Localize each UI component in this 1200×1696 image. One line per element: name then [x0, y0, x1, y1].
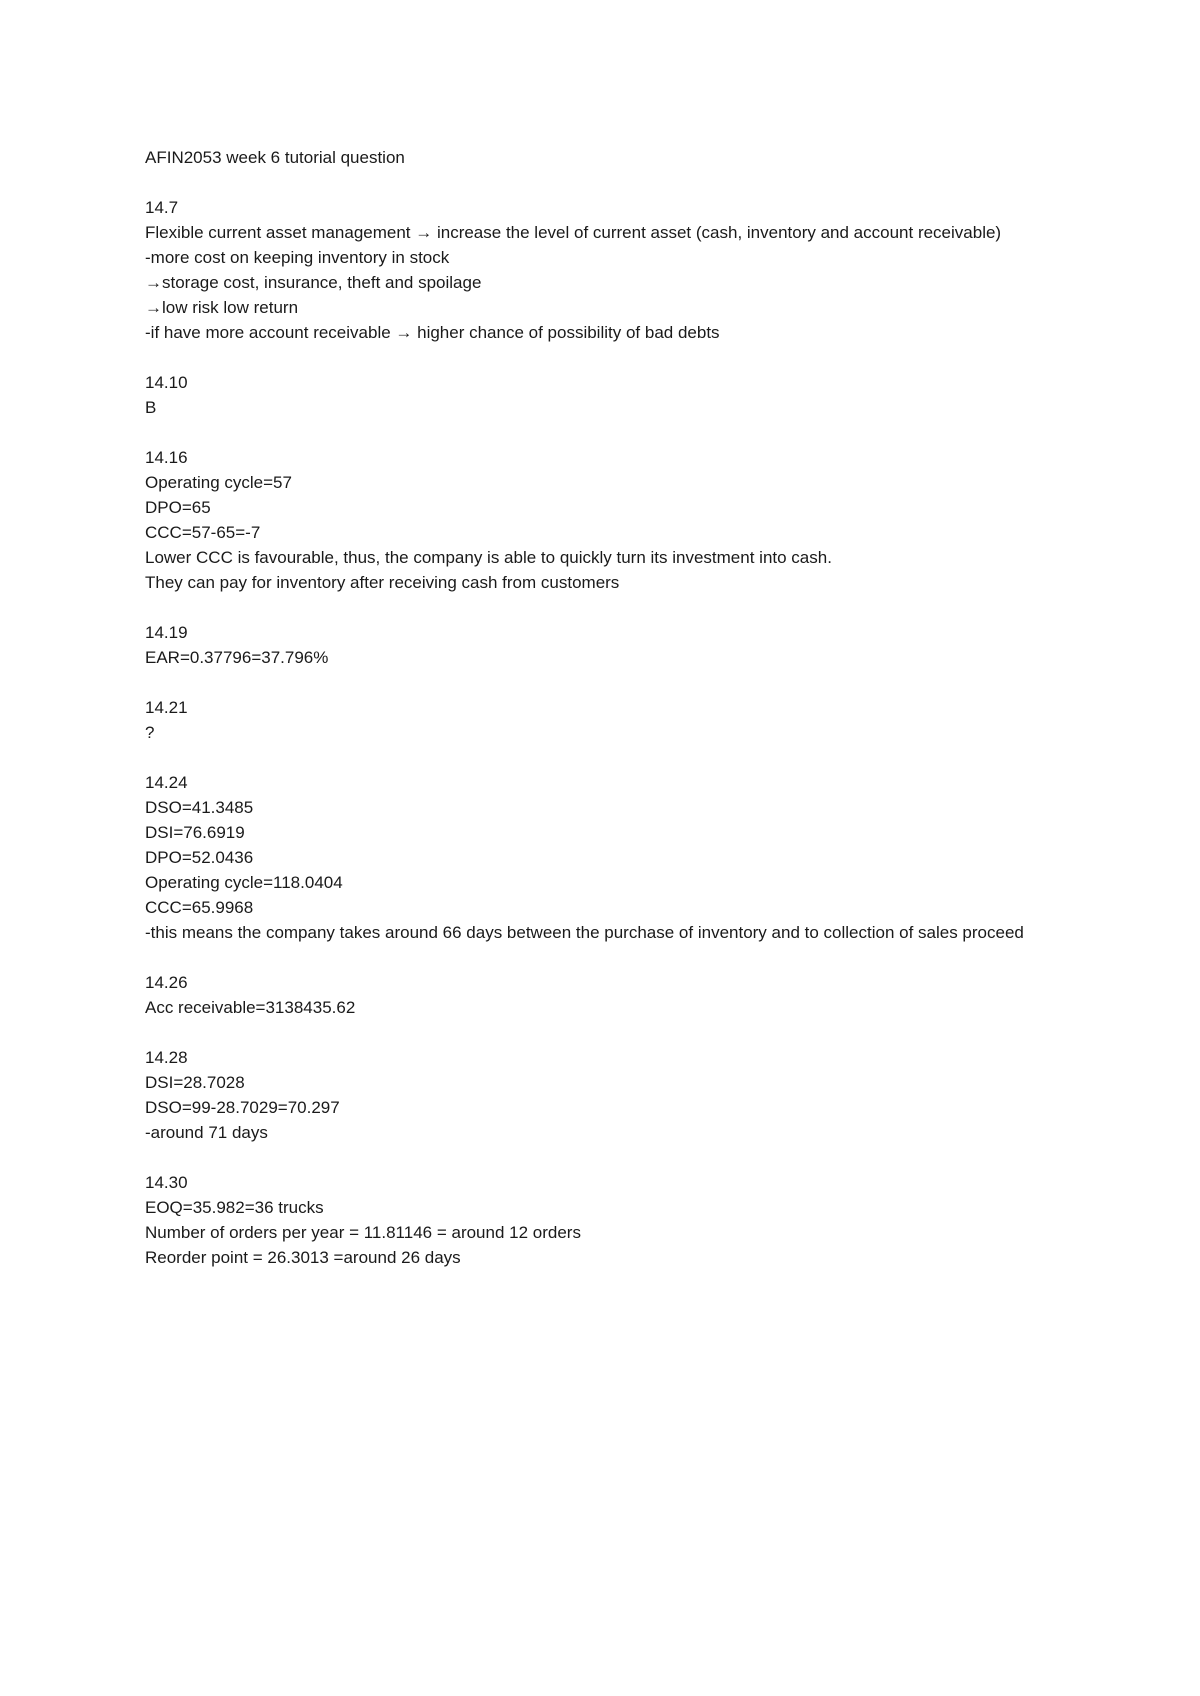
- section-number: 14.16: [145, 448, 188, 467]
- section-14-21: [145, 695, 1057, 745]
- answer-line: EAR=0.37796=37.796%: [145, 648, 329, 667]
- answer-line: DPO=52.0436: [145, 848, 254, 867]
- answer-line: Operating cycle=57: [145, 473, 292, 492]
- section-number: 14.7: [145, 198, 179, 217]
- section-number: 14.10: [145, 373, 188, 392]
- answer-line: DSO=41.3485: [145, 798, 254, 817]
- section-14-7: [145, 195, 1057, 345]
- answer-line: →low risk low return: [145, 298, 299, 317]
- answer-line: B: [145, 398, 157, 417]
- section-14-26: [145, 970, 1057, 1020]
- answer-line: CCC=57-65=-7: [145, 523, 261, 542]
- section-number: 14.30: [145, 1173, 188, 1192]
- answer-line: Number of orders per year = 11.81146 = around 12 orders: [145, 1223, 581, 1242]
- section-14-16: [145, 445, 1057, 595]
- section-number: 14.28: [145, 1048, 188, 1067]
- document-page: [145, 145, 1057, 1270]
- answer-line: DSI=28.7028: [145, 1073, 245, 1092]
- answer-line: -around 71 days: [145, 1123, 268, 1142]
- section-number: 14.21: [145, 698, 188, 717]
- answer-line: CCC=65.9968: [145, 898, 254, 917]
- section-number: 14.26: [145, 973, 188, 992]
- answer-line: They can pay for inventory after receiving cash from customers: [145, 573, 620, 592]
- answer-line: Flexible current asset management → increase the level of current asset (cash, inventory and account receivable): [145, 223, 1002, 242]
- answer-line: →storage cost, insurance, theft and spoilage: [145, 273, 482, 292]
- section-14-24: [145, 770, 1057, 945]
- answer-line: EOQ=35.982=36 trucks: [145, 1198, 324, 1217]
- answer-line: Operating cycle=118.0404: [145, 873, 343, 892]
- section-number: 14.24: [145, 773, 188, 792]
- section-number: 14.19: [145, 623, 188, 642]
- answer-line: DSI=76.6919: [145, 823, 245, 842]
- answer-line: -this means the company takes around 66 days between the purchase of inventory and to collection of sales proceed: [145, 923, 1024, 942]
- answer-line: Acc receivable=3138435.62: [145, 998, 356, 1017]
- answer-line: -if have more account receivable → higher chance of possibility of bad debts: [145, 323, 720, 342]
- document-title: AFIN2053 week 6 tutorial question: [145, 148, 405, 167]
- answer-line: Lower CCC is favourable, thus, the company is able to quickly turn its investment into cash.: [145, 548, 832, 567]
- answer-line: Reorder point = 26.3013 =around 26 days: [145, 1248, 461, 1267]
- answer-line: ?: [145, 723, 155, 742]
- section-14-28: [145, 1045, 1057, 1145]
- answer-line: DPO=65: [145, 498, 211, 517]
- answer-line: DSO=99-28.7029=70.297: [145, 1098, 340, 1117]
- section-14-30: [145, 1170, 1057, 1270]
- section-14-10: [145, 370, 1057, 420]
- answer-line: -more cost on keeping inventory in stock: [145, 248, 450, 267]
- section-14-19: [145, 620, 1057, 670]
